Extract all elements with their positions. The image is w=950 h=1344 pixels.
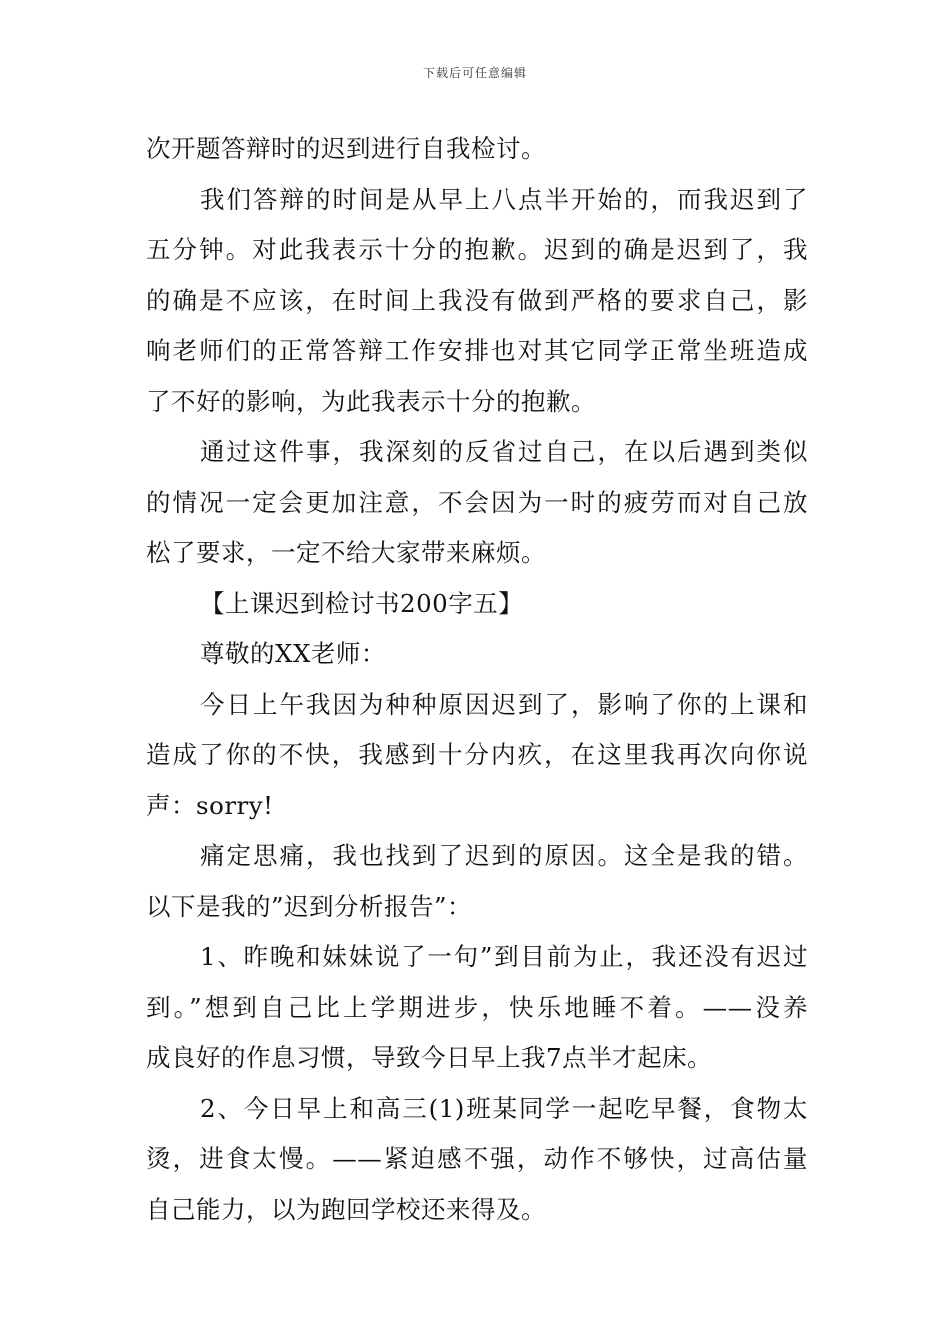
text-line: 痛定思痛，我也找到了迟到的原因。这全是我的错。 (200, 841, 808, 870)
text-line: 的情况一定会更加注意，不会因为一时的疲劳而对自己放 (146, 487, 808, 517)
text-line: 次开题答辩时的迟到进行自我检讨。 (146, 134, 546, 163)
text-line: 声：sorry! (146, 790, 274, 820)
text-line: 我们答辩的时间是从早上八点半开始的，而我迟到了 (200, 184, 808, 214)
text-line: 造成了你的不快，我感到十分内疚，在这里我再次向你说 (146, 740, 808, 769)
text-line: 通过这件事，我深刻的反省过自己，在以后遇到类似 (200, 437, 808, 466)
text-line: 今日上午我因为种种原因迟到了，影响了你的上课和 (200, 689, 808, 719)
section-heading: 【上课迟到检讨书200字五】 (200, 588, 524, 618)
page-header: 下载后可任意编辑 (422, 66, 527, 80)
text-line: 2、今日早上和高三(1)班某同学一起吃早餐，食物太 (200, 1093, 808, 1123)
text-line: 到。”想到自己比上学期进步，快乐地睡不着。——没养 (146, 992, 808, 1022)
text-line: 响老师们的正常答辩工作安排也对其它同学正常坐班造成 (146, 336, 808, 365)
text-line: 了不好的影响，为此我表示十分的抱歉。 (146, 386, 596, 416)
text-line: 1、昨晚和妹妹说了一句”到目前为止，我还没有迟过 (200, 942, 808, 971)
text-line: 成良好的作息习惯，导致今日早上我7点半才起床。 (146, 1043, 713, 1072)
text-line: 五分钟。对此我表示十分的抱歉。迟到的确是迟到了，我 (146, 235, 808, 264)
text-line: 的确是不应该，在时间上我没有做到严格的要求自己，影 (146, 285, 808, 315)
text-line: 自己能力，以为跑回学校还来得及。 (146, 1194, 546, 1224)
text-line: 以下是我的”迟到分析报告”： (146, 891, 473, 921)
text-line: 烫，进食太慢。——紧迫感不强，动作不够快，过高估量 (146, 1144, 808, 1173)
salutation: 尊敬的XX老师： (200, 639, 386, 668)
document-body (146, 124, 808, 1235)
text-line: 松了要求，一定不给大家带来麻烦。 (146, 538, 546, 567)
